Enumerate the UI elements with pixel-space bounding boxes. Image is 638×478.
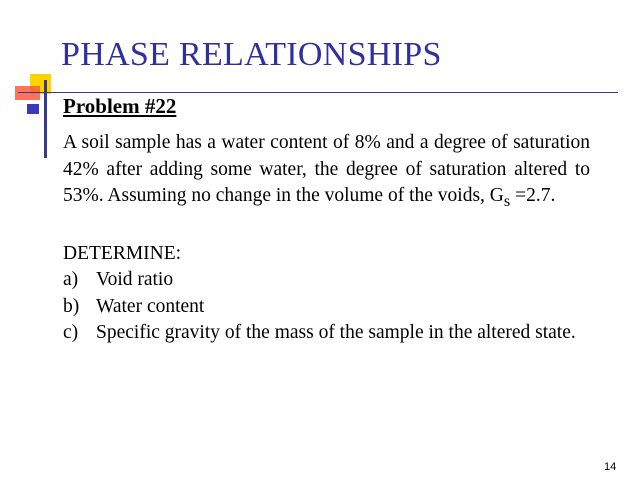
- problem-text-end: =2.7.: [510, 185, 556, 206]
- problem-heading: Problem #22: [63, 94, 177, 118]
- decorative-red-block: [15, 86, 40, 100]
- list-marker: b): [63, 295, 80, 317]
- list-item: [63, 294, 590, 321]
- determine-label: DETERMINE:: [63, 242, 182, 264]
- decorative-horizontal-rule: [18, 92, 618, 93]
- list-item: [63, 267, 590, 294]
- slide-title: PHASE RELATIONSHIPS: [61, 36, 442, 73]
- list-item-text: Water content: [96, 295, 205, 317]
- slide-body: [63, 130, 590, 347]
- determine-list: [63, 267, 590, 347]
- problem-text: A soil sample has a water content of 8% and a degree of saturation 42% after adding some water, the degree of saturation altered to 53%. Assuming no change in the volume of the voids, G: [63, 132, 590, 206]
- specific-gravity-subscript: s: [503, 191, 511, 210]
- list-marker: c): [63, 322, 79, 344]
- list-item: [63, 320, 590, 347]
- list-item-text: Void ratio: [96, 269, 174, 291]
- problem-statement: [63, 130, 590, 214]
- page-number: 14: [604, 461, 617, 473]
- list-item-text: Specific gravity of the mass of the sample in the altered state.: [96, 322, 576, 344]
- list-marker: a): [63, 269, 79, 291]
- decorative-blue-block: [27, 104, 39, 114]
- spacer: [63, 214, 590, 241]
